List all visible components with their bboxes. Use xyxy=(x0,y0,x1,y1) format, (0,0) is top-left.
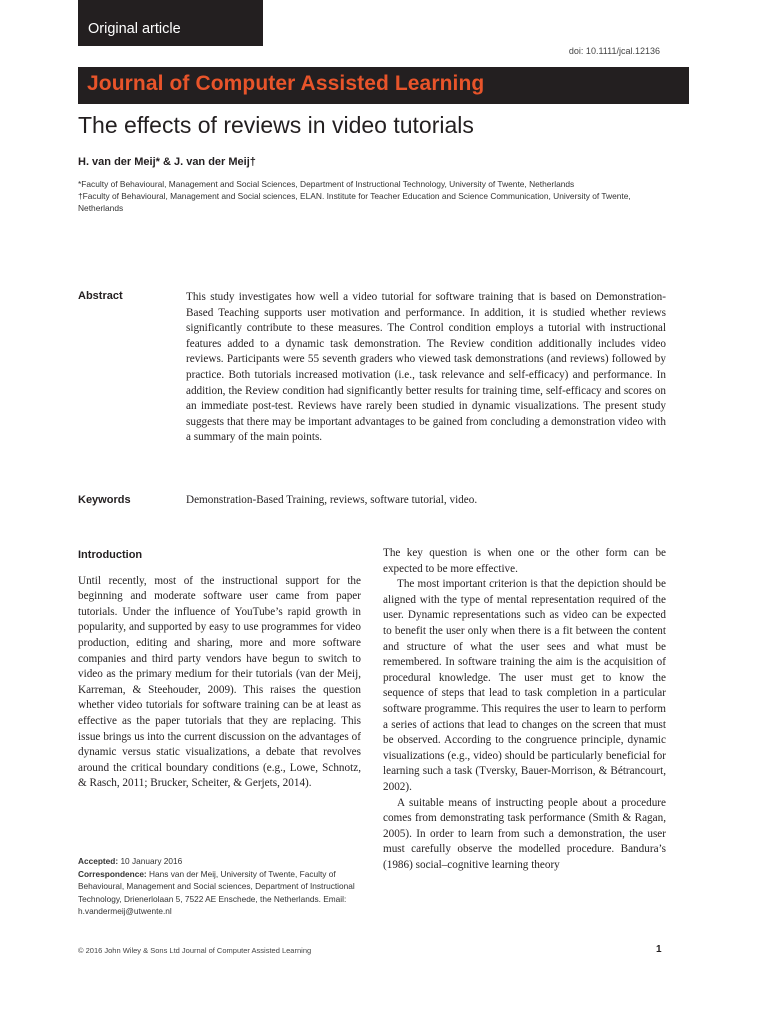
abstract-label: Abstract xyxy=(78,290,123,302)
copyright-line: © 2016 John Wiley & Sons Ltd Journal of Computer Assisted Learning xyxy=(78,946,312,955)
affiliations xyxy=(78,178,678,214)
correspondence xyxy=(78,868,368,918)
body-paragraph: The key question is when one or the other form can be expected to be more effective. xyxy=(383,547,666,575)
section-heading-introduction: Introduction xyxy=(78,549,143,561)
accepted-label: Accepted: xyxy=(78,856,119,866)
body-paragraph: A suitable means of instructing people about a procedure comes from demonstrating task performance (Smith & Ragan, 2005). In order to learn from such a demonstration, the user must carefully observe the modelled procedure. Bandura’s (1986) social–cognitive learning theory xyxy=(383,796,666,871)
article-type-tag xyxy=(78,0,263,46)
correspondence-value: Hans van der Meij, University of Twente, Faculty of Behavioural, Management and Social sciences, Department of Instructional Technology, Drienerlolaan 5, 7522 AE Enschede, the Netherlands. Email: h.vandermeij@utwente.nl xyxy=(78,868,355,917)
journal-banner xyxy=(78,67,689,104)
accepted-value: 10 January 2016 xyxy=(120,856,183,866)
article-footnote xyxy=(78,855,368,918)
affiliation-2: †Faculty of Behavioural, Management and Social sciences, ELAN. Institute for Teacher Education and Science Communication, University of Twente, Netherlands xyxy=(78,191,631,213)
paper-title: The effects of reviews in video tutorials xyxy=(78,112,474,138)
keywords-label: Keywords xyxy=(78,494,131,506)
correspondence-label: Correspondence: xyxy=(78,868,147,879)
affiliation-1: *Faculty of Behavioural, Management and Social Sciences, Department of Instructional Technology, University of Twente, Netherlands xyxy=(78,179,575,189)
accepted-date xyxy=(78,855,368,868)
body-paragraph: The most important criterion is that the depiction should be aligned with the type of mental representation required of the user. Dynamic representations such as video can be expected to benefit the user only when there is a fit between the content and structure of what the user sees and what must be remembered. In software training the aim is the acquisition of procedural knowledge. The user must get to know the sequence of steps that lead to task completion in a particular software programme. This requires the user to learn to perform a series of actions that lead to changes on the screen that must be observed. According to the congruence principle, dynamic visualizations (e.g., video) should be particularly beneficial for learning such a task (Tversky, Bauer-Morrison, & Bétrancourt, 2002). xyxy=(383,578,666,793)
body-paragraph: Until recently, most of the instructional support for the beginning and moderate software user came from paper tutorials. Under the influence of YouTube’s rapid growth in popularity, and supported by easy to use programmes for video production, editing and sharing, more and more software companies and third party vendors have begun to switch to video as the primary medium for their tutorials (van der Meij, Karreman, & Steehouder, 2009). This raises the question whether video tutorials for software training can be at least as effective as the paper tutorials that they are replacing. This issue brings us into the current discussion on the advantages of dynamic versus static visualizations, a debate that revolves around the critical boundary conditions (e.g., Lowe, Schnotz, & Rasch, 2011; Brucker, Scheiter, & Gerjets, 2014). xyxy=(78,574,361,790)
abstract-text: This study investigates how well a video tutorial for software training that is based on Demonstration-Based Teaching supports user motivation and performance. In addition, it is studied whether reviews significantly contribute to these measures. The Control condition employs a tutorial with instructional features added to a dynamic task demonstration. The Review condition additionally includes video reviews. Participants were 55 seventh graders who viewed task demonstrations (and reviews) followed by practice. Both tutorials increased motivation (i.e., task relevance and self-efficacy) and performance. In addition, the Review condition had significantly better results for training time, self-efficacy and scores on an immediate post-test. Reviews have rarely been studied in dynamic visualizations. The present study suggests that there may be important advantages to be gained from concluding a demonstration video with a summary of the main points. xyxy=(186,291,666,444)
article-type-label: Original article xyxy=(88,21,181,37)
body-column-left xyxy=(78,546,361,792)
author-list: H. van der Meij* & J. van der Meij† xyxy=(78,156,256,168)
journal-title: Journal of Computer Assisted Learning xyxy=(87,72,485,95)
keywords-text: Demonstration-Based Training, reviews, software tutorial, video. xyxy=(186,494,478,506)
page-number: 1 xyxy=(656,944,662,955)
doi-link[interactable]: doi: 10.1111/jcal.12136 xyxy=(568,46,660,56)
body-column-right xyxy=(383,546,666,873)
